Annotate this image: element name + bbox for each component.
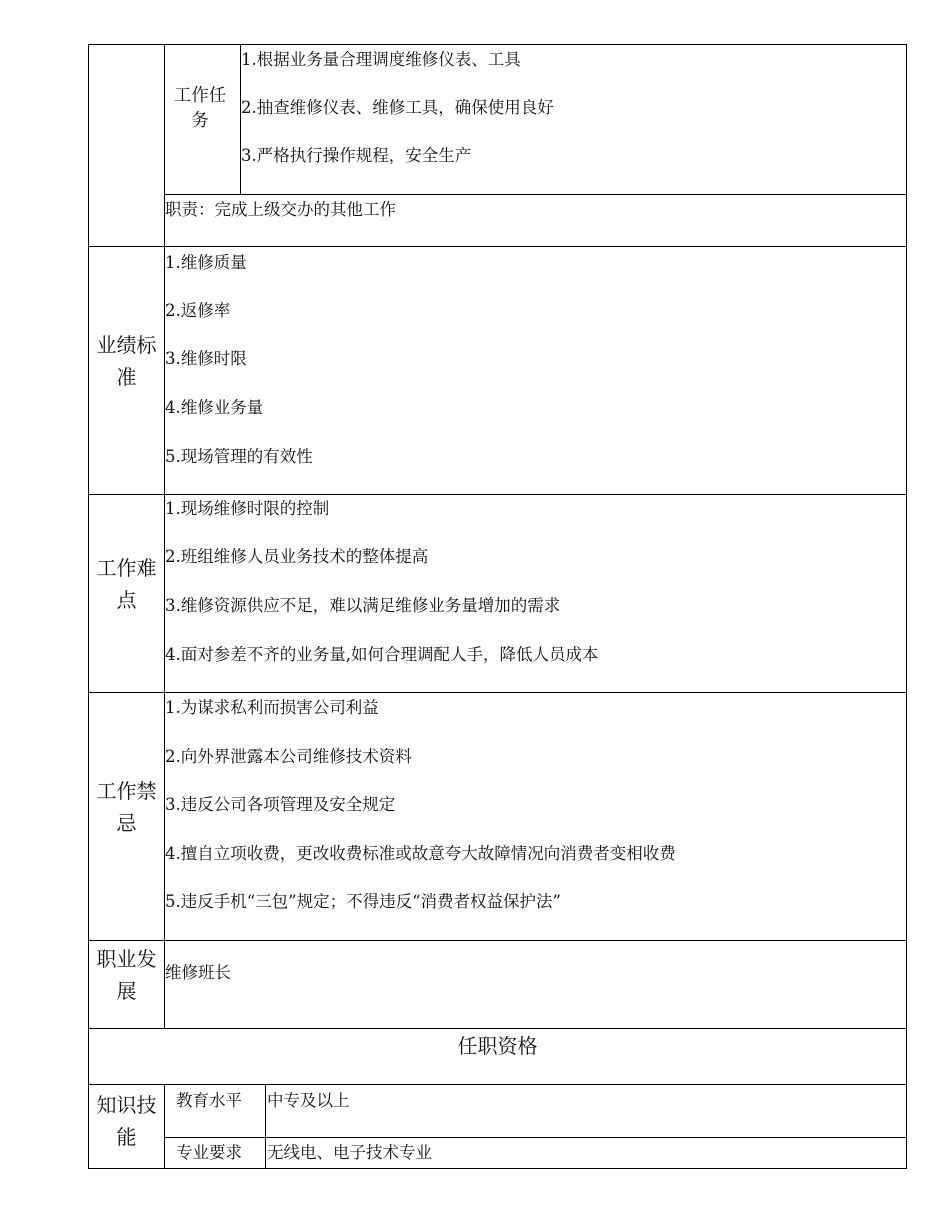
row-divider-taboos [88, 692, 907, 693]
taboo-item: 4.擅自立项收费，更改收费标准或故意夸大故障情况向消费者变相收费 [165, 844, 676, 863]
work-task-item: 2.抽查维修仪表、维修工具，确保使用良好 [241, 98, 554, 117]
taboo-item: 1.为谋求私利而损害公司利益 [165, 698, 379, 717]
duty-text: 职责：完成上级交办的其他工作 [165, 200, 396, 219]
major-value: 无线电、电子技术专业 [267, 1143, 432, 1162]
career-value: 维修班长 [165, 963, 231, 982]
row-divider-difficulties [88, 494, 907, 495]
qualification-title: 任职资格 [457, 1034, 538, 1058]
column-divider-knowledge [265, 1084, 266, 1169]
difficulties-label: 工作难点 [96, 556, 157, 612]
work-tasks-label: 工作任务 [173, 86, 227, 131]
taboo-item: 5.违反手机“三包”规定；不得违反“消费者权益保护法” [165, 892, 561, 911]
education-value: 中专及以上 [267, 1091, 350, 1110]
table-border-right [906, 44, 907, 1169]
row-divider-qualification-title [88, 1028, 907, 1029]
row-divider-career [88, 940, 907, 941]
performance-item: 3.维修时限 [165, 349, 247, 368]
career-label: 职业发展 [96, 947, 157, 1003]
taboo-item: 2.向外界泄露本公司维修技术资料 [165, 747, 412, 766]
education-label: 教育水平 [176, 1091, 242, 1110]
row-divider-tasks-duty [164, 194, 907, 195]
taboos-label: 工作禁忌 [96, 779, 157, 835]
row-divider-knowledge [88, 1084, 907, 1085]
table-border-top [88, 44, 907, 45]
performance-item: 1.维修质量 [165, 253, 247, 272]
performance-item: 5.现场管理的有效性 [165, 447, 313, 466]
difficulty-item: 2.班组维修人员业务技术的整体提高 [165, 547, 429, 566]
column-divider-label-top [164, 44, 165, 1029]
difficulty-item: 4.面对参差不齐的业务量,如何合理调配人手，降低人员成本 [165, 645, 599, 664]
table-border-bottom [88, 1168, 907, 1169]
work-task-item: 3.严格执行操作规程，安全生产 [241, 146, 472, 165]
major-label: 专业要求 [176, 1143, 242, 1162]
column-divider-label-bottom [164, 1084, 165, 1169]
performance-label: 业绩标准 [96, 333, 157, 389]
row-divider-performance [88, 246, 907, 247]
difficulty-item: 3.维修资源供应不足，难以满足维修业务量增加的需求 [165, 596, 561, 615]
difficulty-item: 1.现场维修时限的控制 [165, 499, 330, 518]
performance-item: 4.维修业务量 [165, 398, 264, 417]
performance-item: 2.返修率 [165, 301, 231, 320]
taboo-item: 3.违反公司各项管理及安全规定 [165, 795, 396, 814]
knowledge-label: 知识技能 [96, 1093, 157, 1149]
work-task-item: 1.根据业务量合理调度维修仪表、工具 [241, 50, 521, 69]
row-divider-education [164, 1137, 907, 1138]
